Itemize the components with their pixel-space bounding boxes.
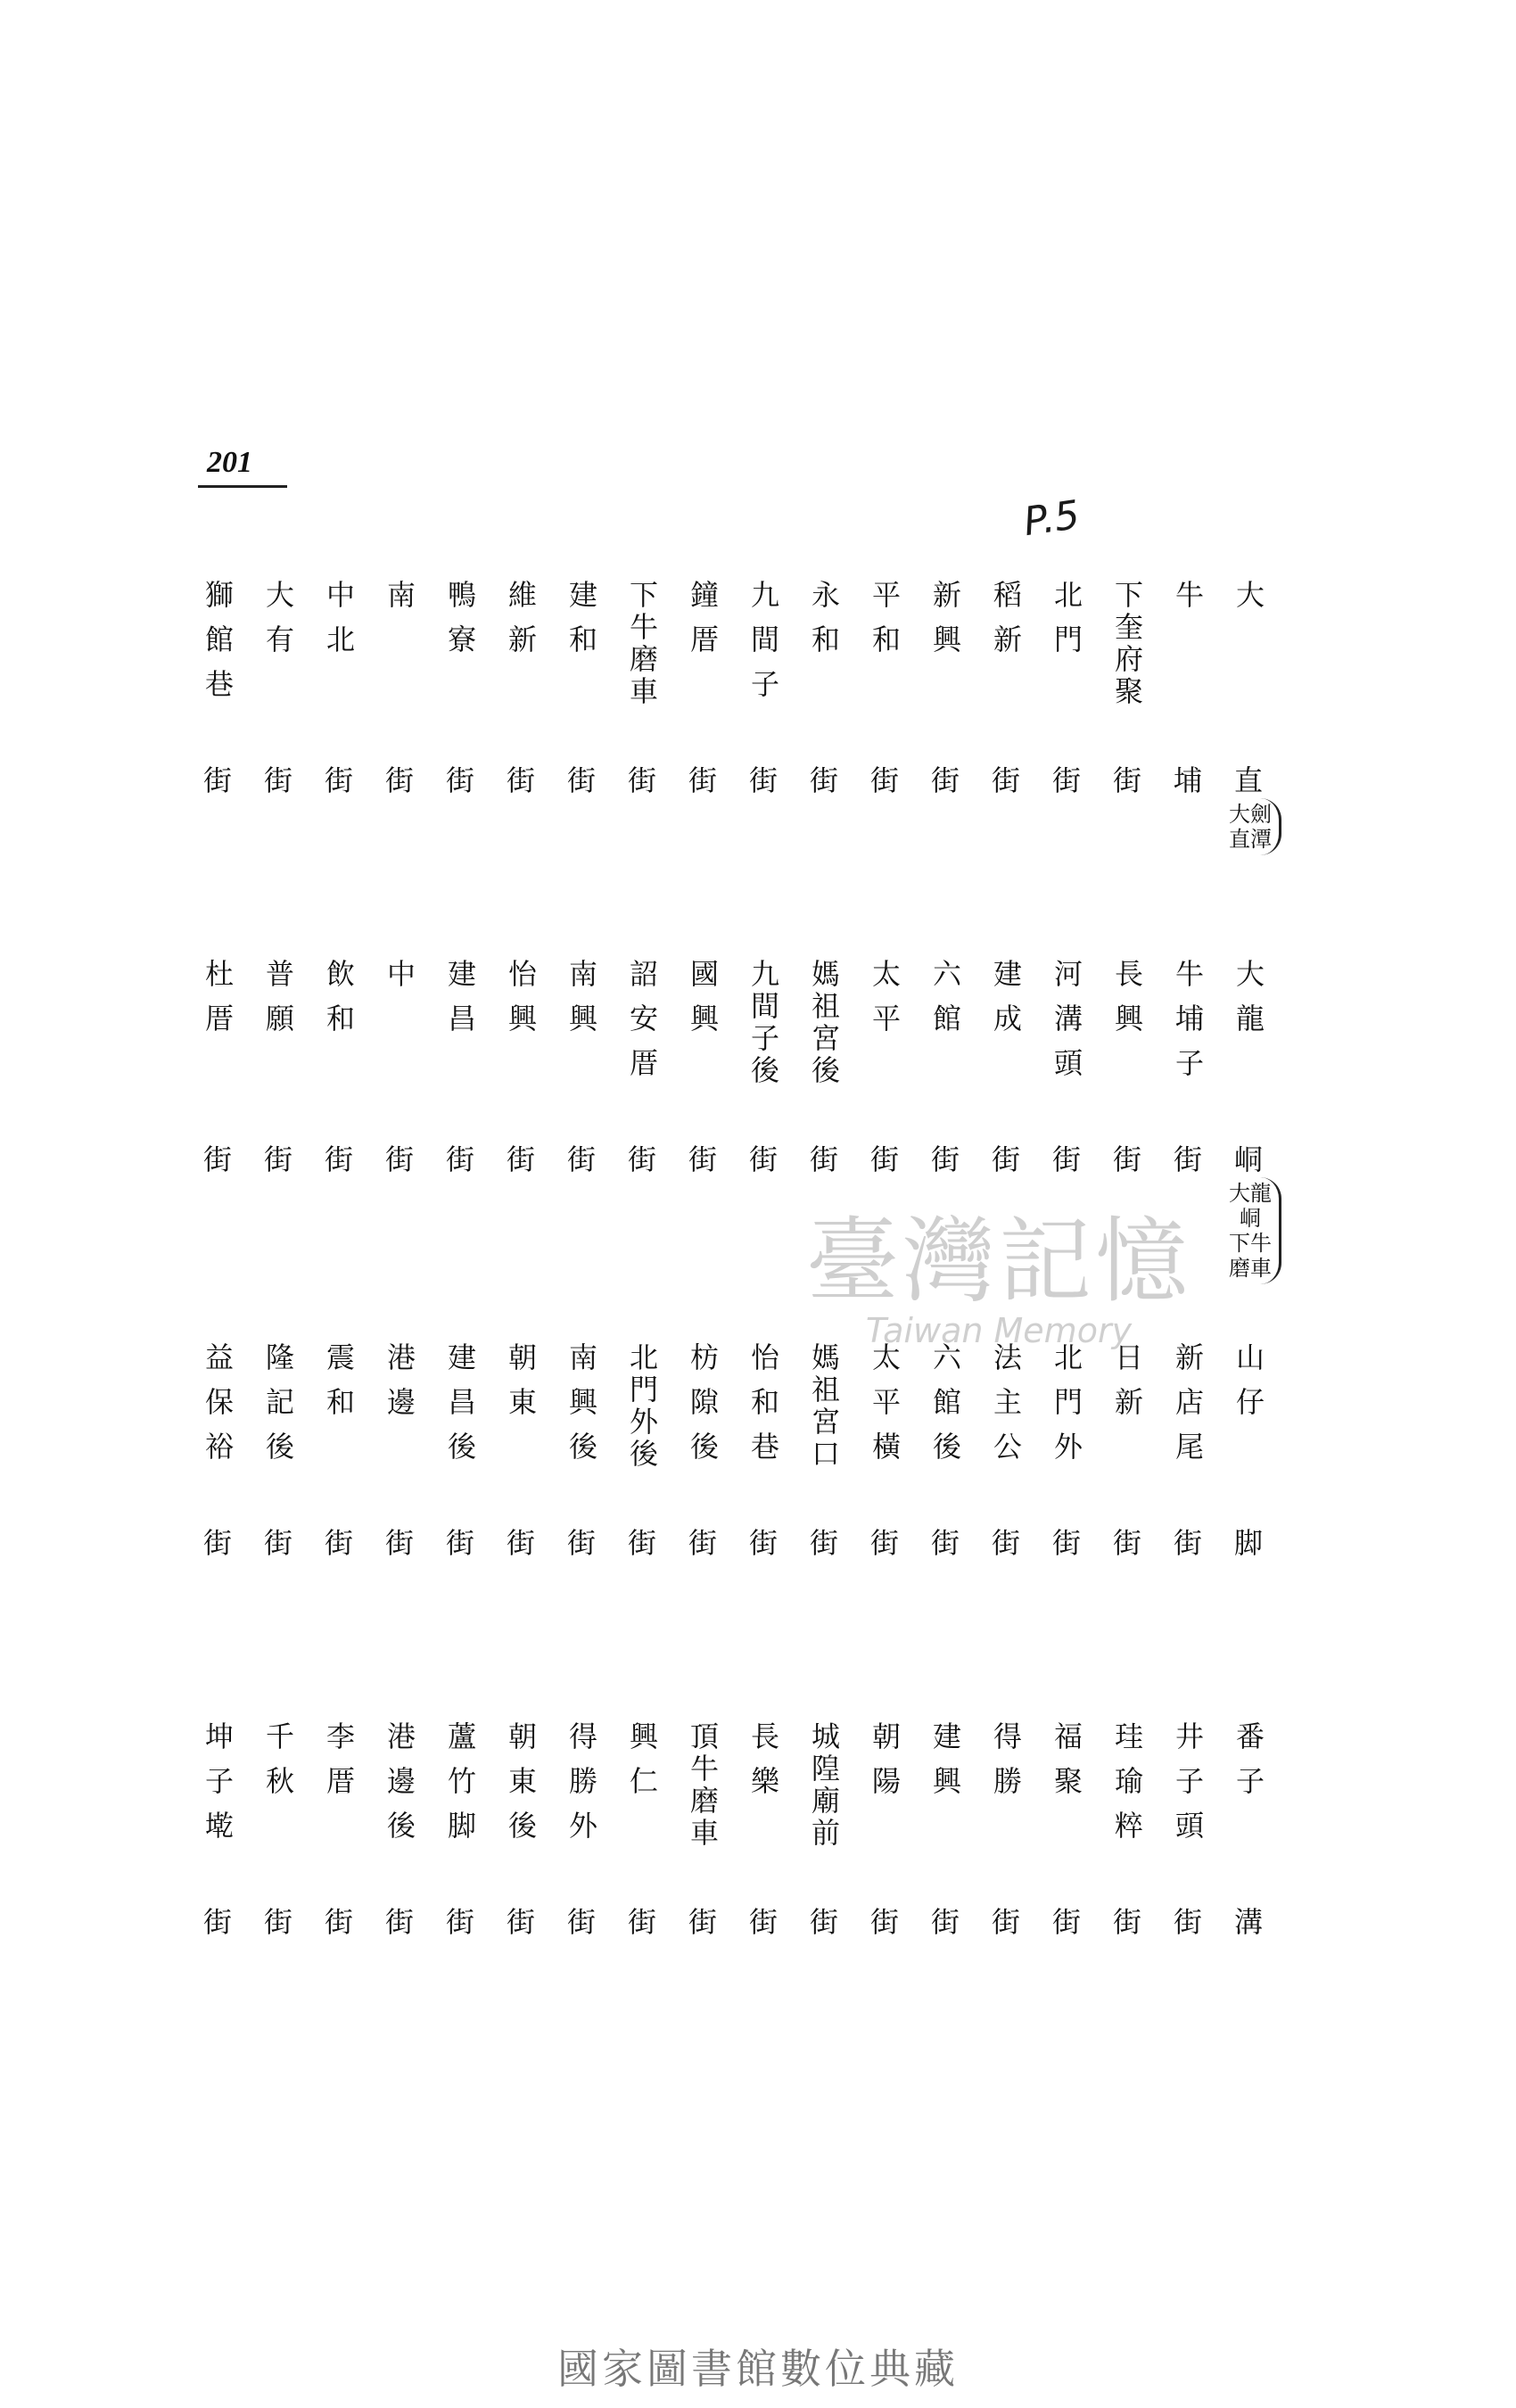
street-entry [1100, 580, 1154, 901]
street-entry [1222, 1721, 1275, 2042]
street-name: 李厝 [322, 1721, 356, 1810]
street-suffix: 街 [506, 1905, 535, 1939]
street-name: 太平橫 [868, 1342, 902, 1476]
street-name: 朝陽 [868, 1721, 902, 1810]
street-suffix: 街 [688, 1142, 717, 1176]
street-suffix: 街 [1112, 1142, 1141, 1176]
street-entry [1222, 580, 1275, 901]
street-name: 六館 [928, 959, 962, 1048]
street-suffix: 街 [566, 763, 596, 797]
street-name: 九間子後 [746, 959, 780, 1087]
street-entry [615, 580, 669, 901]
street-entry [494, 1721, 548, 2042]
street-suffix: 街 [202, 1142, 232, 1176]
street-name: 河溝頭 [1050, 959, 1083, 1093]
street-suffix: 街 [384, 763, 414, 797]
street-name: 牛埔子 [1171, 959, 1205, 1093]
street-suffix: 街 [930, 763, 960, 797]
street-entry [373, 580, 426, 901]
street-name: 詔安厝 [625, 959, 659, 1093]
street-name: 建昌後 [443, 1342, 477, 1476]
street-suffix: 街 [263, 1905, 292, 1939]
street-name: 中北 [322, 580, 356, 669]
street-entry [312, 1342, 366, 1663]
street-entry [433, 580, 487, 901]
street-name: 飲和 [322, 959, 356, 1048]
street-entry [737, 1721, 790, 2042]
street-name: 日新 [1110, 1342, 1144, 1431]
street-suffix: 街 [263, 763, 292, 797]
street-name: 獅館巷 [201, 580, 235, 713]
street-name: 蘆竹脚 [443, 1721, 477, 1855]
street-name: 千秋 [261, 1721, 295, 1810]
street-name: 稻新 [989, 580, 1023, 669]
street-name: 大有 [261, 580, 295, 669]
street-name: 杜厝 [201, 959, 235, 1048]
street-entry [858, 580, 911, 901]
street-entry [191, 959, 244, 1280]
street-entry [676, 959, 729, 1280]
street-name: 怡興 [504, 959, 538, 1048]
street-name: 北門 [1050, 580, 1083, 669]
street-entry [494, 580, 548, 901]
street-entry [615, 959, 669, 1280]
street-entry [251, 1342, 305, 1663]
street-suffix: 街 [324, 1905, 353, 1939]
street-entry [191, 1721, 244, 2042]
street-entry [191, 580, 244, 901]
street-name: 益保裕 [201, 1342, 235, 1476]
street-suffix: 埔 [1173, 763, 1202, 797]
street-suffix: 街 [445, 763, 474, 797]
street-entry [1161, 580, 1215, 901]
street-entry [1161, 1342, 1215, 1663]
street-suffix: 街 [991, 1142, 1020, 1176]
street-name: 建和 [564, 580, 598, 669]
street-name: 下奎府聚 [1110, 580, 1144, 708]
street-name: 興仁 [625, 1721, 659, 1810]
street-name: 南興後 [564, 1342, 598, 1476]
street-block-1 [0, 580, 1516, 901]
street-name: 國興 [686, 959, 720, 1048]
street-suffix: 街 [809, 1905, 838, 1939]
street-name: 太平 [868, 959, 902, 1048]
street-name: 枋隙後 [686, 1342, 720, 1476]
street-name: 永和 [807, 580, 841, 669]
street-suffix: 街 [930, 1526, 960, 1560]
street-name: 南興 [564, 959, 598, 1048]
street-suffix: 街 [809, 763, 838, 797]
street-name: 怡和巷 [746, 1342, 780, 1476]
watermark-english: Taiwan Memory [865, 1311, 1133, 1350]
street-entry [858, 1721, 911, 2042]
street-entry [251, 1721, 305, 2042]
street-entry [1040, 1721, 1093, 2042]
street-entry [1161, 1721, 1215, 2042]
street-suffix: 街 [202, 1526, 232, 1560]
street-name: 長樂 [746, 1721, 780, 1810]
street-entry [373, 959, 426, 1280]
street-entry [494, 959, 548, 1280]
street-suffix: 街 [991, 1526, 1020, 1560]
street-suffix: 街 [1112, 1526, 1141, 1560]
street-name: 井子頭 [1171, 1721, 1205, 1855]
street-name: 震和 [322, 1342, 356, 1431]
street-suffix: 直 [1233, 763, 1263, 797]
street-entry [555, 580, 608, 901]
street-name: 鐘厝 [686, 580, 720, 669]
street-annotation: 大龍峒 下牛磨車 [1222, 1177, 1281, 1284]
street-name: 新店尾 [1171, 1342, 1205, 1476]
street-entry [555, 1721, 608, 2042]
street-suffix: 街 [627, 1142, 656, 1176]
street-suffix: 街 [202, 763, 232, 797]
street-name: 珪瑜粹 [1110, 1721, 1144, 1855]
street-suffix: 街 [506, 1142, 535, 1176]
street-block-4 [0, 1721, 1516, 2042]
street-suffix: 街 [566, 1526, 596, 1560]
street-name: 長興 [1110, 959, 1144, 1048]
street-name: 下牛磨車 [625, 580, 659, 708]
street-entry [312, 1721, 366, 2042]
street-name: 建興 [928, 1721, 962, 1810]
street-entry [433, 1342, 487, 1663]
street-suffix: 街 [627, 1905, 656, 1939]
street-name: 坤子墘 [201, 1721, 235, 1855]
page-number: 201 [207, 446, 252, 479]
street-name: 南 [383, 580, 416, 624]
street-name: 得勝外 [564, 1721, 598, 1855]
street-suffix: 街 [991, 1905, 1020, 1939]
street-entry [797, 580, 851, 901]
street-name: 北門外後 [625, 1342, 659, 1471]
street-name: 平和 [868, 580, 902, 669]
street-entry [433, 1721, 487, 2042]
street-name: 新興 [928, 580, 962, 669]
street-suffix: 街 [627, 763, 656, 797]
street-name: 建昌 [443, 959, 477, 1048]
street-name: 隆記後 [261, 1342, 295, 1476]
handwritten-note: P.5 [1020, 491, 1083, 546]
street-entry [312, 580, 366, 901]
street-entry [797, 1721, 851, 2042]
street-suffix: 街 [1112, 1905, 1141, 1939]
street-suffix: 街 [506, 763, 535, 797]
street-entry [1222, 1342, 1275, 1663]
street-suffix: 街 [263, 1526, 292, 1560]
street-name: 頂牛磨車 [686, 1721, 720, 1850]
street-suffix: 街 [1051, 1905, 1081, 1939]
street-entry [676, 580, 729, 901]
street-suffix: 街 [1173, 1526, 1202, 1560]
street-suffix: 街 [1173, 1905, 1202, 1939]
street-name: 法主公 [989, 1342, 1023, 1476]
street-suffix: 街 [324, 763, 353, 797]
street-name: 北門外 [1050, 1342, 1083, 1476]
street-entry [433, 959, 487, 1280]
street-name: 維新 [504, 580, 538, 669]
street-name: 建成 [989, 959, 1023, 1048]
street-entry [1040, 1342, 1093, 1663]
footer-library-text: 國家圖書館數位典藏 [557, 2345, 959, 2393]
street-name: 鴨寮 [443, 580, 477, 669]
street-suffix: 街 [869, 1526, 899, 1560]
street-name: 朝東後 [504, 1721, 538, 1855]
street-suffix: 街 [1051, 1526, 1081, 1560]
street-suffix: 街 [445, 1142, 474, 1176]
street-entry [1100, 1721, 1154, 2042]
street-suffix: 街 [566, 1905, 596, 1939]
street-entry [676, 1342, 729, 1663]
street-suffix: 街 [1173, 1142, 1202, 1176]
street-suffix: 街 [809, 1526, 838, 1560]
street-name: 牛 [1171, 580, 1205, 624]
street-entry [1100, 1342, 1154, 1663]
street-entry [797, 1342, 851, 1663]
street-entry [312, 959, 366, 1280]
street-suffix: 街 [869, 1905, 899, 1939]
street-suffix: 街 [748, 763, 778, 797]
street-name: 媽祖宮口 [807, 1342, 841, 1471]
street-entry [494, 1342, 548, 1663]
street-entry [676, 1721, 729, 2042]
street-entry [251, 959, 305, 1280]
street-entry [919, 1721, 972, 2042]
street-suffix: 脚 [1233, 1526, 1263, 1560]
street-suffix: 街 [324, 1526, 353, 1560]
street-entry [979, 1721, 1033, 2042]
street-suffix: 街 [384, 1526, 414, 1560]
street-entry [251, 580, 305, 901]
street-suffix: 溝 [1233, 1905, 1263, 1939]
street-annotation: 大劍 直潭 [1222, 798, 1281, 855]
street-name: 媽祖宮後 [807, 959, 841, 1087]
street-suffix: 街 [748, 1905, 778, 1939]
street-name: 大龍 [1232, 959, 1265, 1048]
street-entry [373, 1342, 426, 1663]
street-name: 九間子 [746, 580, 780, 713]
street-suffix: 街 [930, 1142, 960, 1176]
street-suffix: 街 [688, 1526, 717, 1560]
street-name: 福聚 [1050, 1721, 1083, 1810]
street-suffix: 街 [991, 763, 1020, 797]
street-suffix: 街 [1051, 1142, 1081, 1176]
street-name: 港邊後 [383, 1721, 416, 1855]
street-suffix: 街 [869, 1142, 899, 1176]
street-name: 大 [1232, 580, 1265, 624]
street-suffix: 街 [627, 1526, 656, 1560]
street-name: 六館後 [928, 1342, 962, 1476]
page-number-rule [198, 485, 287, 488]
street-suffix: 街 [869, 763, 899, 797]
street-entry [191, 1342, 244, 1663]
street-suffix: 街 [506, 1526, 535, 1560]
watermark [731, 1186, 1266, 1350]
street-suffix: 街 [748, 1142, 778, 1176]
street-name: 中 [383, 959, 416, 1003]
street-suffix: 街 [384, 1142, 414, 1176]
street-name: 城隍廟前 [807, 1721, 841, 1850]
street-suffix: 街 [748, 1526, 778, 1560]
street-suffix: 街 [809, 1142, 838, 1176]
street-entry [979, 580, 1033, 901]
street-suffix: 街 [688, 1905, 717, 1939]
street-suffix: 街 [566, 1142, 596, 1176]
street-name: 得勝 [989, 1721, 1023, 1810]
street-suffix: 街 [930, 1905, 960, 1939]
street-block-3 [0, 1342, 1516, 1663]
street-entry [1040, 580, 1093, 901]
street-entry [919, 580, 972, 901]
street-suffix: 街 [324, 1142, 353, 1176]
street-name: 港邊 [383, 1342, 416, 1431]
street-entry [858, 1342, 911, 1663]
street-suffix: 街 [1112, 763, 1141, 797]
street-suffix: 街 [263, 1142, 292, 1176]
street-name: 普願 [261, 959, 295, 1048]
street-name: 山仔 [1232, 1342, 1265, 1431]
street-entry [615, 1342, 669, 1663]
street-entry [555, 1342, 608, 1663]
street-suffix: 街 [202, 1905, 232, 1939]
street-entry [919, 1342, 972, 1663]
street-entry [555, 959, 608, 1280]
street-entry [737, 1342, 790, 1663]
street-entry [373, 1721, 426, 2042]
street-suffix: 峒 [1233, 1142, 1263, 1176]
street-suffix: 街 [384, 1905, 414, 1939]
street-name: 朝東 [504, 1342, 538, 1431]
street-suffix: 街 [1051, 763, 1081, 797]
watermark-chinese: 臺灣記憶 [805, 1207, 1191, 1315]
street-suffix: 街 [688, 763, 717, 797]
street-suffix: 街 [445, 1905, 474, 1939]
street-name: 番子 [1232, 1721, 1265, 1810]
street-entry [615, 1721, 669, 2042]
street-suffix: 街 [445, 1526, 474, 1560]
street-entry [979, 1342, 1033, 1663]
street-entry [737, 580, 790, 901]
